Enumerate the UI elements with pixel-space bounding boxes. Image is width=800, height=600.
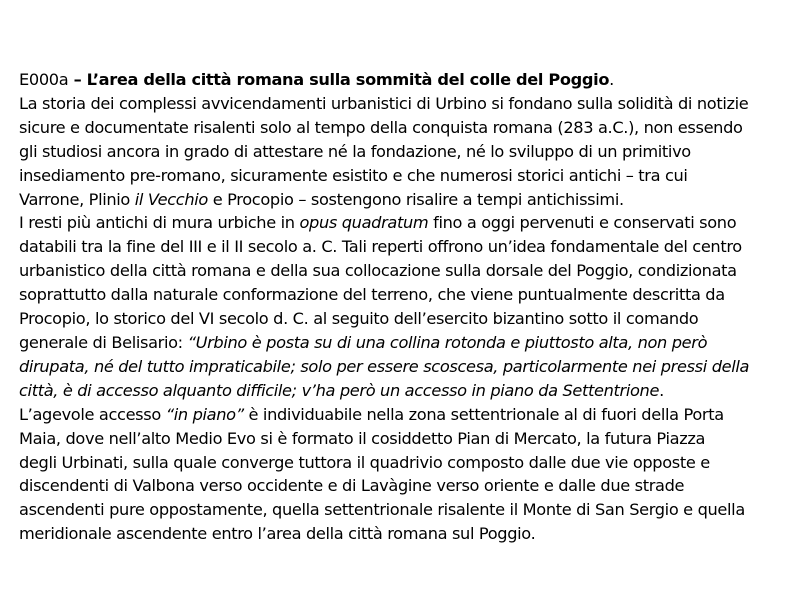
text-line: [19, 140, 789, 164]
text-segment: generale di Belisario:: [19, 332, 188, 352]
heading-line: [19, 68, 789, 92]
text-line: [19, 283, 789, 307]
text-line: [19, 116, 789, 140]
text-segment: e Procopio – sostengono risalire a tempi antichissimi.: [207, 189, 624, 209]
text-segment: I resti più antichi di mura urbiche in: [19, 213, 300, 233]
text-segment: fino a oggi pervenuti e conservati sono: [428, 213, 737, 233]
text-line: [19, 235, 789, 259]
text-segment: insediamento pre-romano, sicuramente esistito e che numerosi storici antichi – tra cui: [19, 165, 688, 185]
text-line: [19, 451, 789, 475]
text-segment: Maia, dove nell’alto Medio Evo si è formato il cosiddetto Pian di Mercato, la futura Piazza: [19, 428, 706, 448]
text-line: [19, 331, 789, 355]
text-segment: Varrone, Plinio: [19, 189, 135, 209]
text-line: [19, 427, 789, 451]
italic-text: “in piano”: [165, 404, 244, 424]
paragraph-lines: [19, 92, 789, 546]
section-title: – L’area della città romana sulla sommità del colle del Poggio: [68, 70, 610, 89]
section-title-end: .: [609, 70, 614, 89]
text-line: [19, 188, 789, 212]
text-segment: ascendenti pure oppostamente, quella settentrionale risalente il Monte di San Sergio e quella: [19, 500, 745, 520]
italic-text: città, è di accesso alquanto difficile; v’ha però un accesso in piano da Settentrione: [19, 380, 660, 400]
text-segment: sicure e documentate risalenti solo al tempo della conquista romana (283 a.C.), non essendo: [19, 117, 743, 137]
text-segment: La storia dei complessi avvicendamenti urbanistici di Urbino si fondano sulla solidità di notizie: [19, 93, 749, 113]
text-body: [19, 68, 789, 546]
section-code: E000a: [19, 70, 69, 89]
text-segment: gli studiosi ancora in grado di attestare né la fondazione, né lo sviluppo di un primitivo: [19, 141, 691, 161]
text-segment: è individuabile nella zona settentrionale al di fuori della Porta: [243, 404, 724, 424]
italic-text: il Vecchio: [134, 189, 208, 209]
text-line: [19, 164, 789, 188]
text-line: [19, 355, 789, 379]
text-line: [19, 379, 789, 403]
text-segment: databili tra la fine del III e il II secolo a. C. Tali reperti offrono un’idea fondamentale del centro: [19, 237, 742, 257]
text-line: [19, 211, 789, 235]
text-segment: soprattutto dalla naturale conformazione del terreno, che viene puntualmente descritta da: [19, 285, 725, 305]
text-segment: L’agevole accesso: [19, 404, 166, 424]
text-segment: meridionale ascendente entro l’area della città romana sul Poggio.: [19, 524, 536, 544]
text-segment: urbanistico della città romana e della sua collocazione sulla dorsale del Poggio, condizionata: [19, 261, 737, 281]
text-line: [19, 92, 789, 116]
text-segment: .: [659, 380, 664, 400]
text-line: [19, 522, 789, 546]
text-line: [19, 498, 789, 522]
text-segment: Procopio, lo storico del VI secolo d. C. al seguito dell’esercito bizantino sotto il comando: [19, 309, 699, 329]
text-line: [19, 403, 789, 427]
italic-text: “Urbino è posta su di una collina rotonda e piuttosto alta, non però: [187, 332, 708, 352]
text-line: [19, 474, 789, 498]
text-segment: discendenti di Valbona verso occidente e di Lavàgine verso oriente e dalle due strade: [19, 476, 685, 496]
italic-text: opus quadratum: [299, 213, 429, 233]
text-segment: degli Urbinati, sulla quale converge tuttora il quadrivio composto dalle due vie opposte e: [19, 452, 710, 472]
text-line: [19, 259, 789, 283]
italic-text: dirupata, né del tutto impraticabile; solo per essere scoscesa, particolarmente nei pressi della: [19, 356, 750, 376]
text-line: [19, 307, 789, 331]
